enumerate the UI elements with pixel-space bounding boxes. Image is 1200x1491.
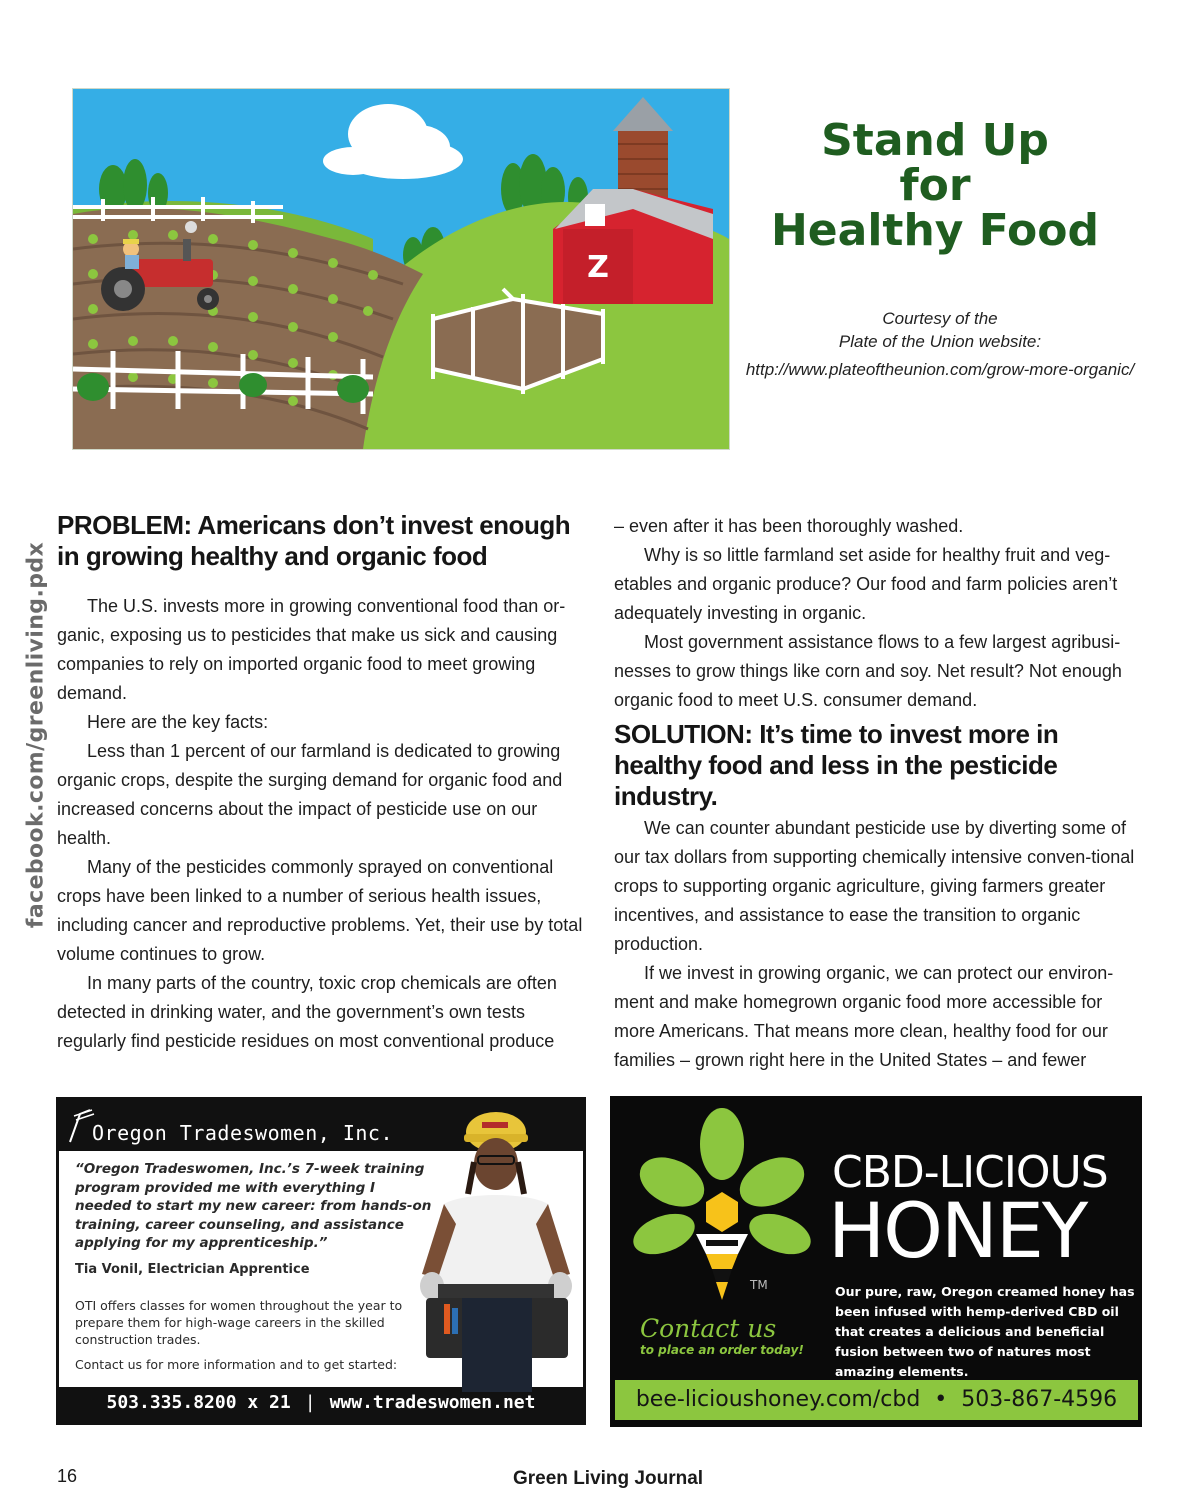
- cbd-separator: •: [934, 1387, 948, 1412]
- title-line-1: Stand Up: [821, 115, 1049, 166]
- oti-contact: Contact us for more information and to get started:: [75, 1357, 398, 1372]
- trademark-symbol: TM: [750, 1278, 768, 1292]
- page-number: 16: [57, 1466, 78, 1486]
- journal-name: Green Living Journal: [513, 1468, 704, 1489]
- cbd-contact-sub: to place an order today!: [640, 1343, 804, 1357]
- cbd-contact-heading: Contact us: [640, 1314, 777, 1343]
- oti-quote: “Oregon Tradeswomen, Inc.’s 7-week training program provided me with everything I needed to start my new career: from hands-on training, career counseling, and assistance applying for my apprenticeship.”: [75, 1161, 432, 1251]
- paragraph: The U.S. invests more in growing conventional food than or-ganic, exposing us to pesticides that make us sick and causing companies to rely on imported organic food to meet growing demand.: [57, 596, 566, 703]
- oti-attribution: Tia Vonil, Electrician Apprentice: [75, 1262, 310, 1277]
- paragraph: Less than 1 percent of our farmland is dedicated to growing organic crops, despite the surging demand for organic food and increased concerns about the impact of pesticide use on our health.: [57, 741, 563, 848]
- article-column-left: [57, 510, 585, 1056]
- cbd-title-line-1: CBD-LICIOUS: [832, 1147, 1108, 1198]
- tradeswoman-photo: [404, 1104, 584, 1392]
- oti-phone[interactable]: 503.335.8200 x 21: [106, 1392, 291, 1413]
- paragraph-continuation: – even after it has been thoroughly washed.: [614, 516, 964, 536]
- side-facebook-text[interactable]: facebook.com/greenliving.pdx: [23, 541, 49, 929]
- oti-website[interactable]: www.tradeswomen.net: [329, 1392, 536, 1413]
- cbd-description: Our pure, raw, Oregon creamed honey has been infused with hemp-derived CBD oil that creates a delicious and beneficial fusion between two of natures most amazing elements.: [835, 1284, 1135, 1379]
- paragraph: In many parts of the country, toxic crop chemicals are often detected in drinking water, and the government’s own tests regularly find pesticide residues on most conventional produce: [57, 973, 557, 1051]
- paragraph: We can counter abundant pesticide use by diverting some of our tax dollars from supporting chemically intensive conven-tional crops to supporting organic agriculture, giving farmers greater incentives, and assistance to ease the transition to organic production.: [614, 818, 1135, 954]
- paragraph: Most government assistance flows to a few largest agribusi-nesses to grow things like corn and soy. Net result? Not enough organic food to meet U.S. consumer demand.: [614, 632, 1122, 710]
- oti-org-name: Oregon Tradeswomen, Inc.: [92, 1121, 393, 1145]
- bee-flower-logo: [622, 1104, 822, 1314]
- cbd-title-line-2: HONEY: [828, 1186, 1087, 1275]
- cbd-phone[interactable]: 503-867-4596: [961, 1387, 1118, 1412]
- credit-line-1: Courtesy of the: [882, 309, 998, 328]
- paragraph: Why is so little farmland set aside for healthy fruit and veg-etables and organic produce? Our food and farm policies aren’t adequately investing in organic.: [614, 545, 1118, 623]
- paragraph: Here are the key facts:: [87, 712, 269, 732]
- title-line-3: Healthy Food: [770, 205, 1100, 256]
- solution-heading: SOLUTION: It’s time to invest more in healthy food and less in the pesticide industry.: [614, 719, 1059, 811]
- problem-heading: PROBLEM: Americans don’t invest enough in growing healthy and organic food: [57, 510, 571, 571]
- cbd-contact-bar: [615, 1380, 1138, 1420]
- oti-contact-bar: [56, 1392, 586, 1413]
- page-title: [740, 115, 1130, 256]
- bee-icon: [696, 1234, 748, 1300]
- paragraph: If we invest in growing organic, we can protect our environ-ment and make homegrown organic food more accessible for more Americans. That means more clean, healthy food for our families – grown right here in the United States – and fewer: [614, 963, 1114, 1070]
- oti-separator: |: [304, 1392, 316, 1413]
- image-credit: [730, 307, 1150, 381]
- title-line-2: for: [899, 160, 971, 211]
- credit-line-2: Plate of the Union website:: [838, 332, 1042, 351]
- oti-description: OTI offers classes for women throughout the year to prepare them for high-wage careers in the skilled construction trades.: [75, 1298, 403, 1347]
- paragraph: Many of the pesticides commonly sprayed on conventional crops have been linked to a number of serious health issues, including cancer and reproductive problems. Yet, their use by total volume continues to grow.: [57, 857, 583, 964]
- credit-url[interactable]: http://www.plateoftheunion.com/grow-more-organic/: [745, 360, 1135, 379]
- barn-letter: Z: [587, 250, 609, 285]
- article-column-right: [614, 512, 1144, 1075]
- cbd-website[interactable]: bee-licioushoney.com/cbd: [635, 1387, 921, 1412]
- farm-illustration: [72, 88, 730, 450]
